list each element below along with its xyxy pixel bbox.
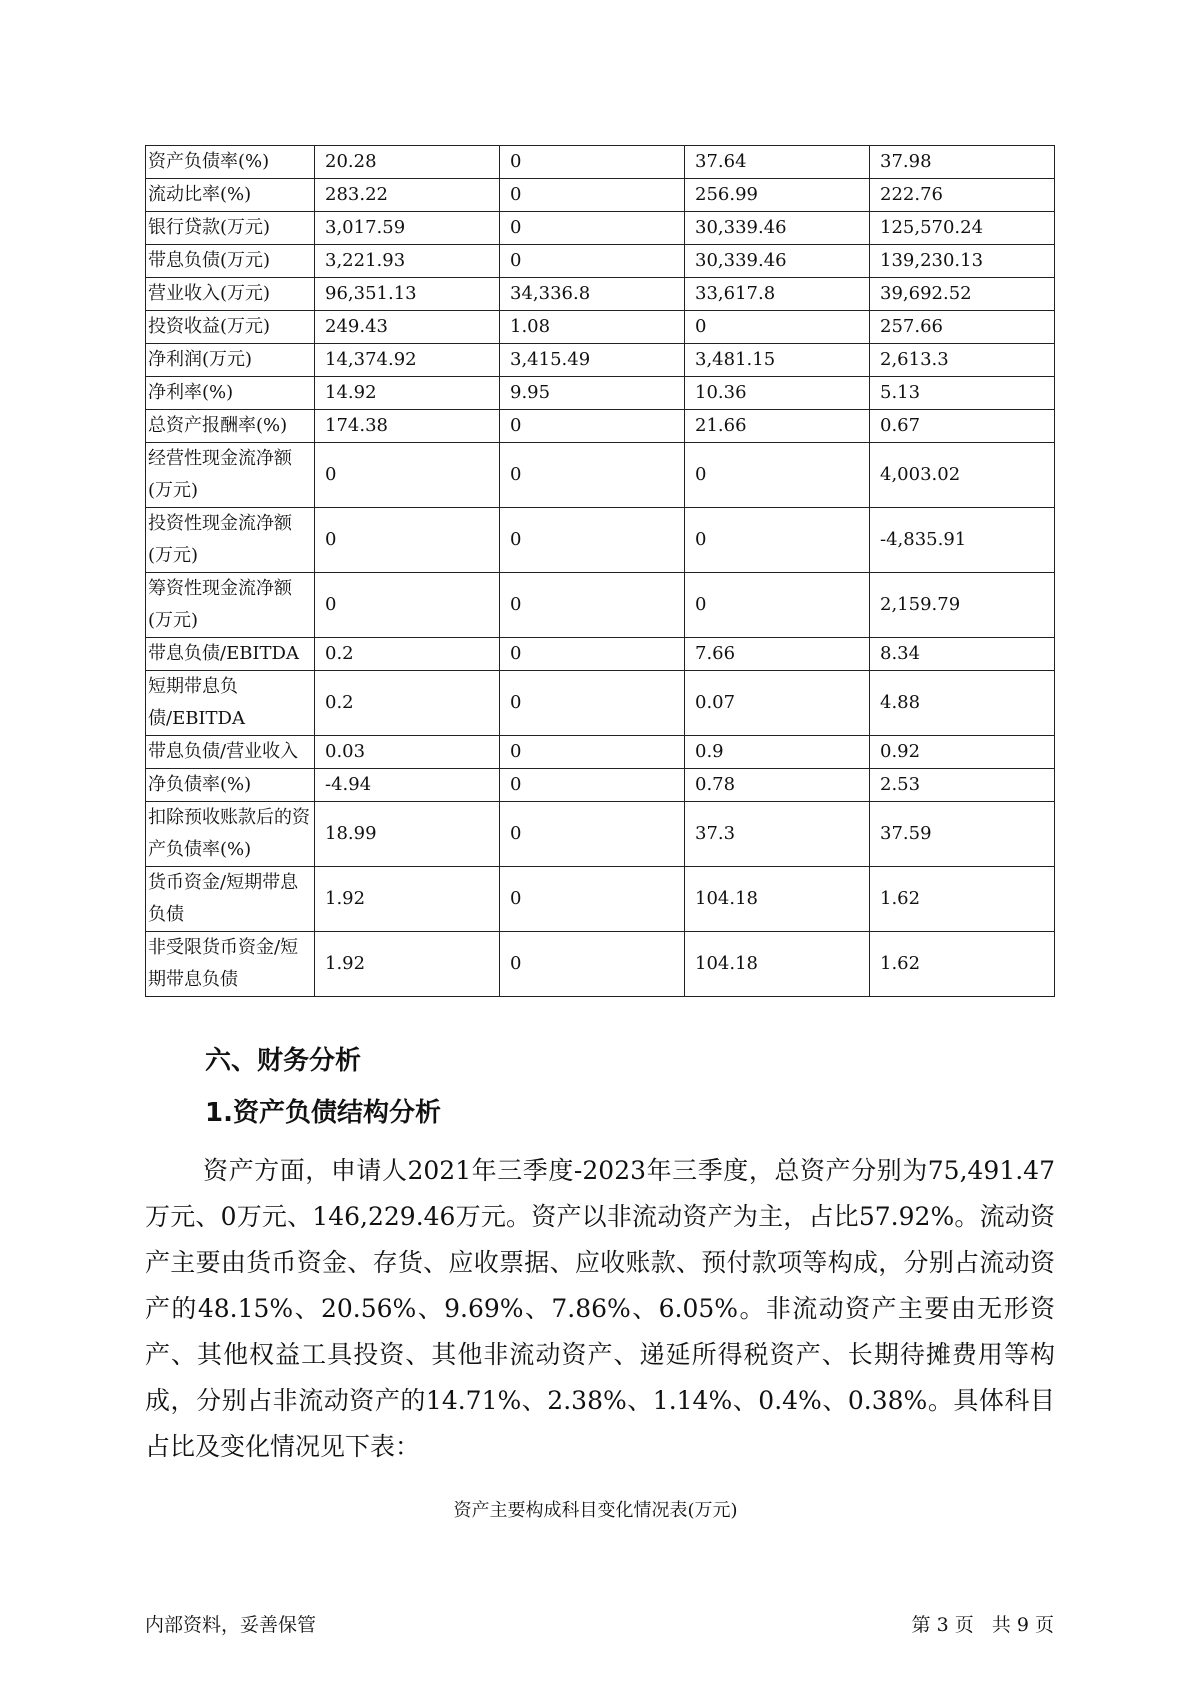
table-cell: 0 (500, 146, 685, 179)
row-label: 净利率(%) (146, 377, 315, 410)
table-cell: 37.59 (870, 802, 1055, 867)
table-cell: 2,159.79 (870, 573, 1055, 638)
table-cell: 0.9 (685, 736, 870, 769)
row-label: 短期带息负债/EBITDA (146, 671, 315, 736)
table-row (146, 443, 1055, 508)
subsection-heading: 1.资产负债结构分析 (205, 1098, 441, 1128)
table-cell: 20.28 (315, 146, 500, 179)
table-cell: 0 (500, 867, 685, 932)
table-cell: 1.62 (870, 932, 1055, 997)
row-label: 总资产报酬率(%) (146, 410, 315, 443)
table-cell: 0 (685, 573, 870, 638)
table-cell: 21.66 (685, 410, 870, 443)
financial-indicators-table (145, 145, 1054, 997)
table-cell: 5.13 (870, 377, 1055, 410)
table-cell: 34,336.8 (500, 278, 685, 311)
table-cell: 4.88 (870, 671, 1055, 736)
row-label: 银行贷款(万元) (146, 212, 315, 245)
table-cell: -4,835.91 (870, 508, 1055, 573)
table-cell: 1.08 (500, 311, 685, 344)
row-label: 净负债率(%) (146, 769, 315, 802)
table-cell: 14,374.92 (315, 344, 500, 377)
table-cell: 37.98 (870, 146, 1055, 179)
table-cell: 222.76 (870, 179, 1055, 212)
table-row (146, 212, 1055, 245)
row-label: 带息负债/营业收入 (146, 736, 315, 769)
table-cell: 0 (500, 443, 685, 508)
table-cell: 0 (500, 573, 685, 638)
table-cell: 3,415.49 (500, 344, 685, 377)
row-label: 净利润(万元) (146, 344, 315, 377)
table-cell: 0 (500, 179, 685, 212)
table-row (146, 867, 1055, 932)
table-row (146, 344, 1055, 377)
table-cell: 0 (685, 443, 870, 508)
row-label: 资产负债率(%) (146, 146, 315, 179)
table-cell: 0 (500, 802, 685, 867)
row-label: 经营性现金流净额(万元) (146, 443, 315, 508)
table-row (146, 802, 1055, 867)
row-label: 营业收入(万元) (146, 278, 315, 311)
table-row (146, 638, 1055, 671)
table-cell: 0 (685, 311, 870, 344)
table-cell: 249.43 (315, 311, 500, 344)
table-cell: 0 (500, 638, 685, 671)
table-cell: -4.94 (315, 769, 500, 802)
table-row (146, 410, 1055, 443)
row-label: 非受限货币资金/短期带息负债 (146, 932, 315, 997)
table-cell: 0.78 (685, 769, 870, 802)
table-cell: 3,017.59 (315, 212, 500, 245)
table-row (146, 377, 1055, 410)
row-label: 投资性现金流净额(万元) (146, 508, 315, 573)
table-cell: 8.34 (870, 638, 1055, 671)
table-cell: 0 (315, 508, 500, 573)
table-cell: 104.18 (685, 867, 870, 932)
table-cell: 0 (500, 508, 685, 573)
table-row (146, 146, 1055, 179)
table-cell: 10.36 (685, 377, 870, 410)
table-cell: 0 (500, 671, 685, 736)
table-cell: 0 (500, 410, 685, 443)
table-cell: 0 (500, 736, 685, 769)
table-row (146, 573, 1055, 638)
table-row (146, 179, 1055, 212)
footer-confidential-note: 内部资料，妥善保管 (145, 1614, 317, 1636)
table-cell: 104.18 (685, 932, 870, 997)
row-label: 带息负债(万元) (146, 245, 315, 278)
table-cell: 37.3 (685, 802, 870, 867)
table-cell: 0.92 (870, 736, 1055, 769)
row-label: 投资收益(万元) (146, 311, 315, 344)
footer-page-number: 第 3 页 共 9 页 (911, 1614, 1054, 1636)
analysis-paragraph: 资产方面，申请人2021年三季度-2023年三季度，总资产分别为75,491.47万元、0万元、146,229.46万元。资产以非流动资产为主，占比57.92%。流动资产主要由货币资金、存货、应收票据、应收账款、预付款项等构成，分别占流动资产的48.15%、20.56%、9.69%、7.86%、6.05%。非流动资产主要由无形资产、其他权益工具投资、其他非流动资产、递延所得税资产、长期待摊费用等构成，分别占非流动资产的14.71%、2.38%、1.14%、0.4%、0.38%。具体科目占比及变化情况见下表： (145, 1156, 1055, 1461)
table-cell: 3,481.15 (685, 344, 870, 377)
table-cell: 257.66 (870, 311, 1055, 344)
table-cell: 125,570.24 (870, 212, 1055, 245)
table-cell: 30,339.46 (685, 212, 870, 245)
table-cell: 1.92 (315, 932, 500, 997)
row-label: 货币资金/短期带息负债 (146, 867, 315, 932)
table-cell: 174.38 (315, 410, 500, 443)
table-cell: 2.53 (870, 769, 1055, 802)
table-row (146, 932, 1055, 997)
table-cell: 283.22 (315, 179, 500, 212)
table-cell: 0 (500, 245, 685, 278)
table-row (146, 245, 1055, 278)
table-cell: 1.92 (315, 867, 500, 932)
table-row (146, 671, 1055, 736)
row-label: 流动比率(%) (146, 179, 315, 212)
table-cell: 14.92 (315, 377, 500, 410)
table-cell: 37.64 (685, 146, 870, 179)
table-cell: 33,617.8 (685, 278, 870, 311)
table-cell: 0.67 (870, 410, 1055, 443)
table-cell: 9.95 (500, 377, 685, 410)
table-caption: 资产主要构成科目变化情况表(万元) (453, 1500, 738, 1521)
table-cell: 0 (500, 212, 685, 245)
table-cell: 256.99 (685, 179, 870, 212)
table-cell: 7.66 (685, 638, 870, 671)
table-cell: 18.99 (315, 802, 500, 867)
row-label: 带息负债/EBITDA (146, 638, 315, 671)
table-cell: 139,230.13 (870, 245, 1055, 278)
table-cell: 0 (315, 443, 500, 508)
table-cell: 39,692.52 (870, 278, 1055, 311)
row-label: 筹资性现金流净额(万元) (146, 573, 315, 638)
table-cell: 0.2 (315, 638, 500, 671)
table-row (146, 278, 1055, 311)
row-label: 扣除预收账款后的资产负债率(%) (146, 802, 315, 867)
table-cell: 3,221.93 (315, 245, 500, 278)
table-cell: 0 (500, 769, 685, 802)
table-row (146, 769, 1055, 802)
table-cell: 0.2 (315, 671, 500, 736)
table-cell: 0 (685, 508, 870, 573)
table-cell: 0.03 (315, 736, 500, 769)
table-cell: 4,003.02 (870, 443, 1055, 508)
table-cell: 0 (315, 573, 500, 638)
table-row (146, 508, 1055, 573)
table-cell: 0 (500, 932, 685, 997)
table-cell: 1.62 (870, 867, 1055, 932)
table-row (146, 311, 1055, 344)
table-row (146, 736, 1055, 769)
indicators-table (145, 145, 1055, 997)
section-heading: 六、财务分析 (205, 1046, 362, 1076)
table-cell: 0.07 (685, 671, 870, 736)
table-cell: 96,351.13 (315, 278, 500, 311)
table-cell: 2,613.3 (870, 344, 1055, 377)
table-cell: 30,339.46 (685, 245, 870, 278)
